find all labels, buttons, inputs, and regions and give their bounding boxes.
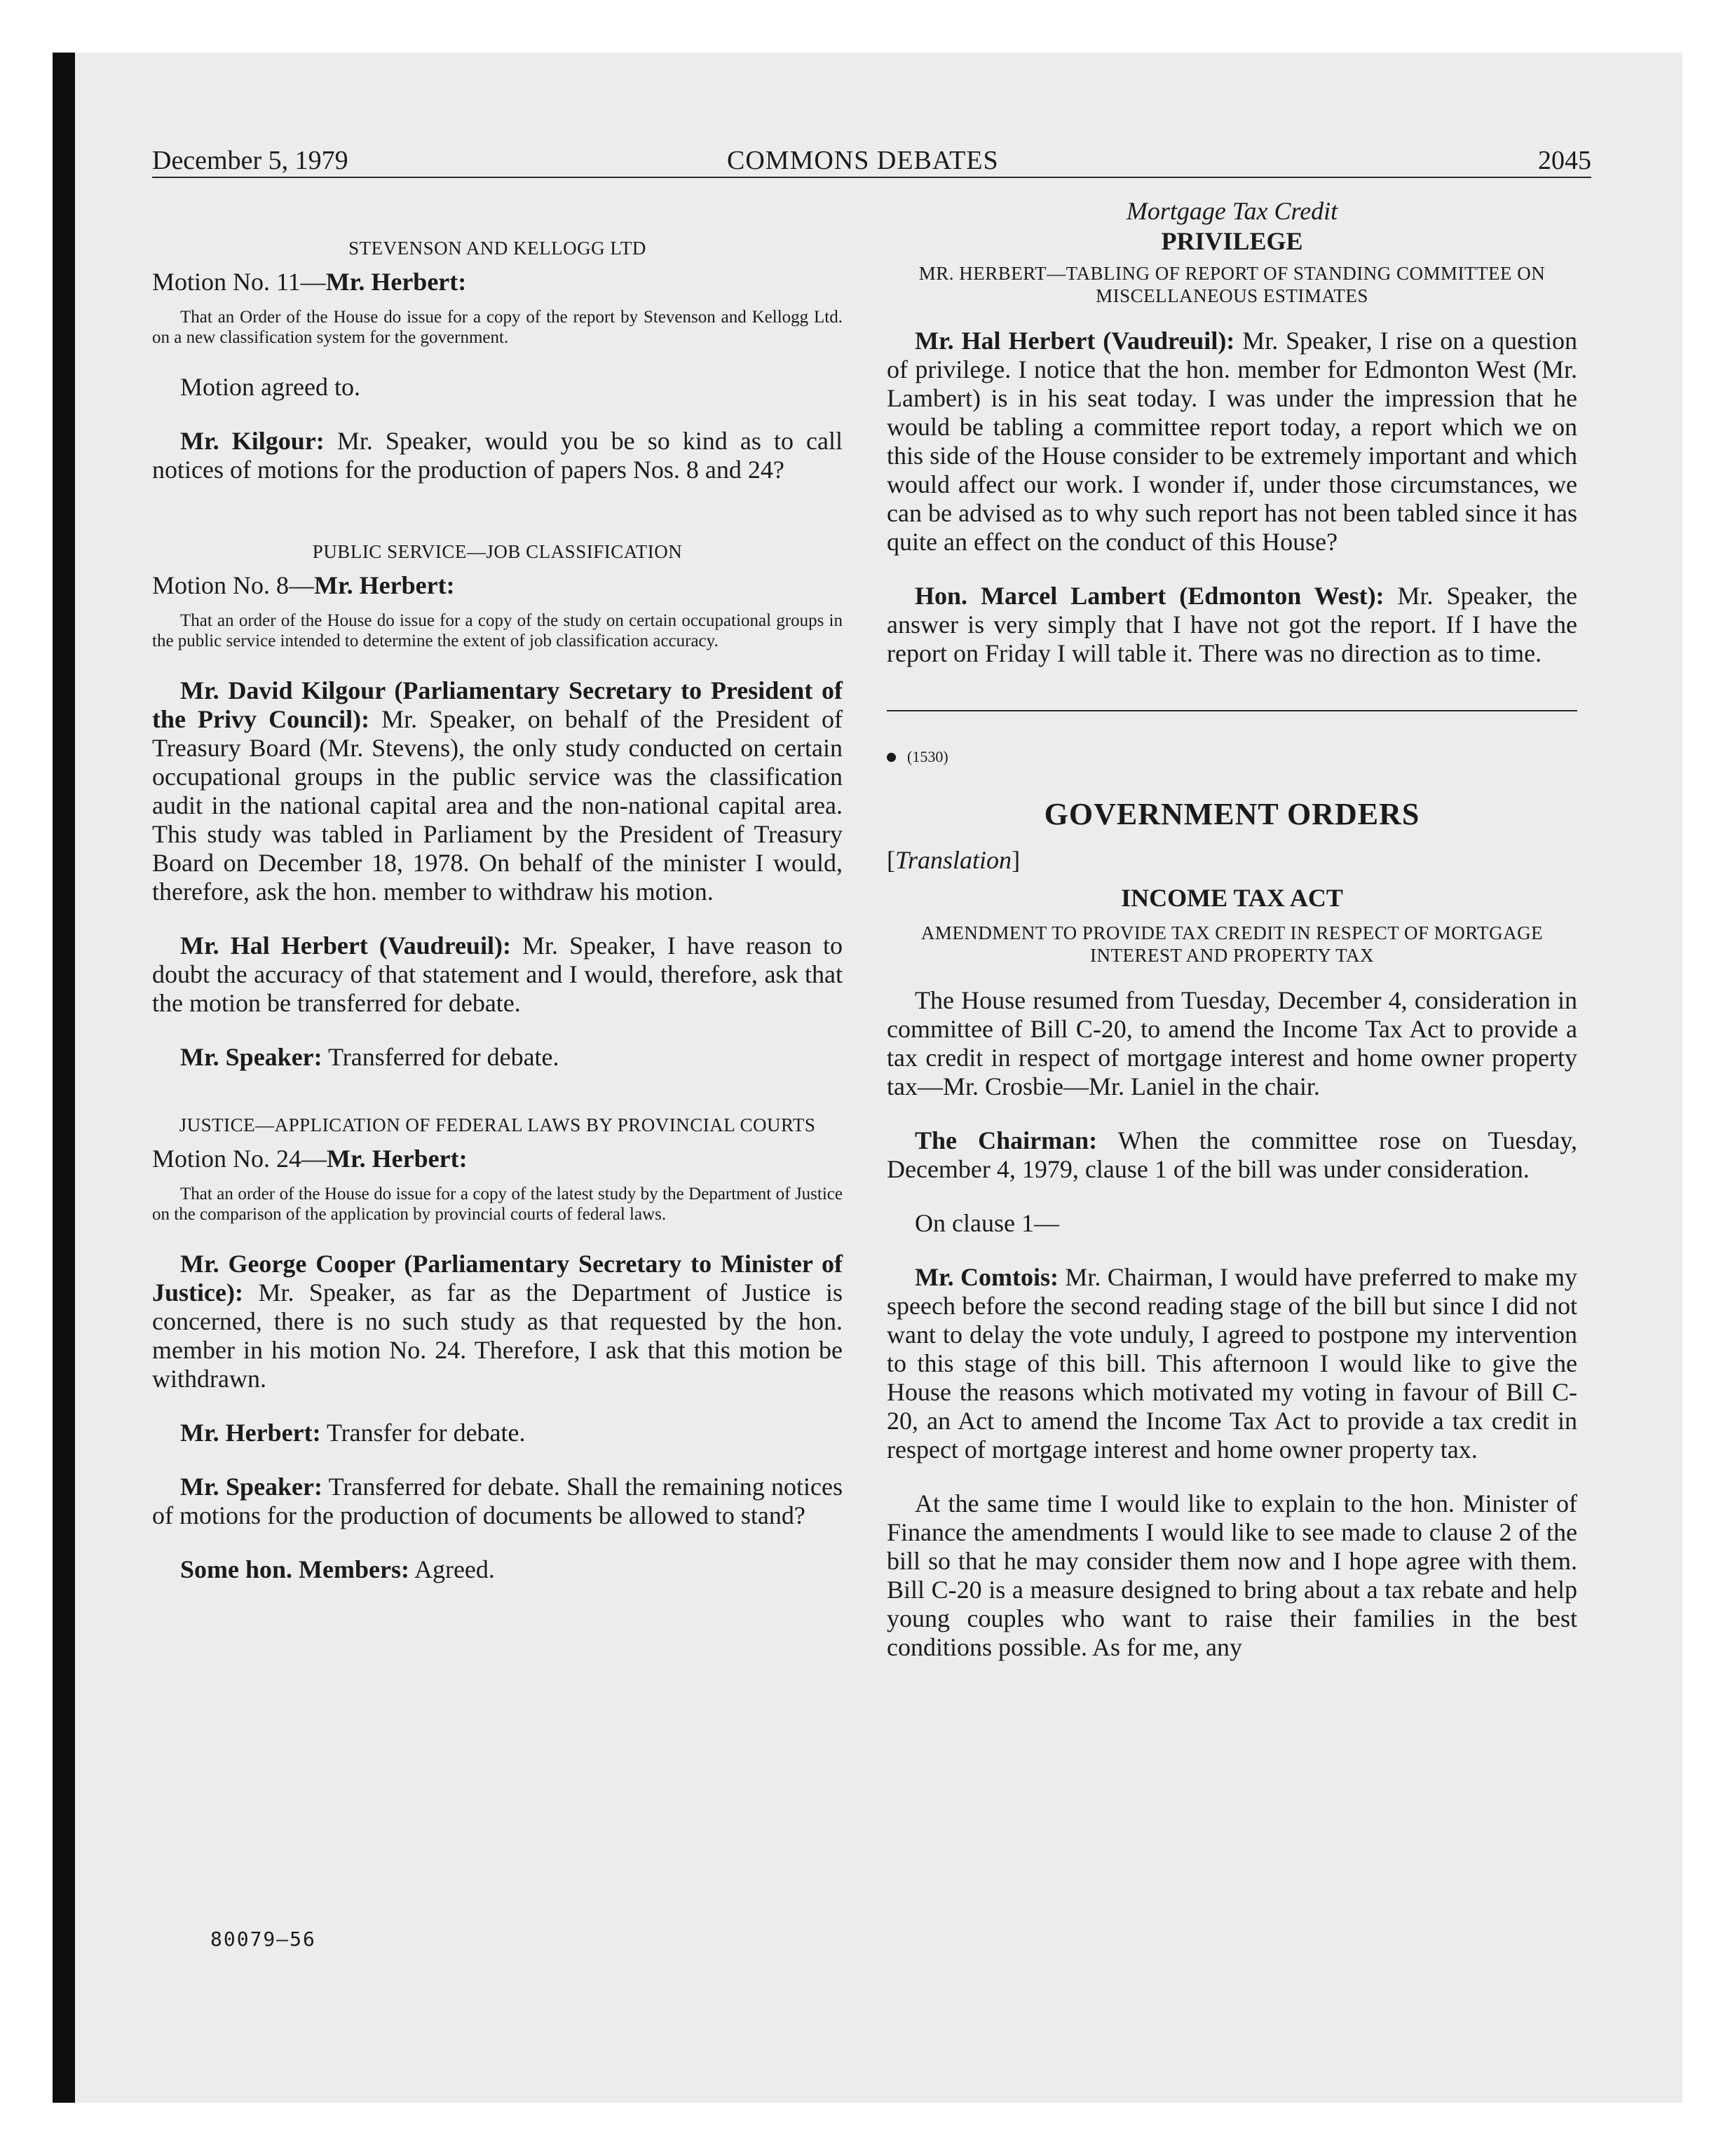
lambert-paragraph (887, 582, 1577, 668)
david-kilgour-paragraph (152, 676, 843, 906)
motion-mover: Mr. Herbert: (327, 1145, 468, 1173)
header-date: December 5, 1979 (152, 146, 348, 175)
speech-text: Mr. Speaker, would you be so kind as to call notices of motions for the production of papers Nos. 8 and 24? (152, 427, 843, 484)
speaker-name: Mr. Herbert: (180, 1419, 321, 1447)
privilege-heading: PRIVILEGE (1161, 227, 1303, 255)
header-rule (152, 177, 1591, 178)
income-tax-subheading: AMENDMENT TO PROVIDE TAX CREDIT IN RESPECT OF MORTGAGE INTEREST AND PROPERTY TAX (920, 922, 1544, 966)
speaker-paragraph-1 (152, 1043, 843, 1072)
kilgour-paragraph (152, 427, 843, 484)
speaker-name: Mr. Comtois: (915, 1263, 1059, 1291)
motion-24-heading (152, 1143, 843, 1174)
speech-text: Mr. Speaker, I rise on a question of privilege. I notice that the hon. member for Edmonton West (Mr. Lambert) is in his seat today. I was under the impression that he would be tabling a committee report today, a report which we on this side of the House consider to be extremely important and which would affect our work. I wonder if, under those circumstances, we can be advised as to why such report has not been tabled since it has quite an effect on the conduct of this House? (887, 327, 1578, 556)
speaker-name: Mr. Kilgour: (180, 427, 325, 455)
members-agreed-paragraph (152, 1555, 843, 1584)
privilege-subheading: MR. HERBERT—TABLING OF REPORT OF STANDING COMMITTEE ON MISCELLANEOUS ESTIMATES (918, 263, 1546, 306)
section-divider (887, 710, 1577, 711)
speaker-name: The Chairman: (915, 1126, 1098, 1154)
section-title-stevenson: STEVENSON AND KELLOGG LTD (348, 238, 646, 259)
mortgage-tax-credit-heading: Mortgage Tax Credit (1126, 197, 1338, 225)
house-resumed-paragraph: The House resumed from Tuesday, December 4, consideration in committee of Bill C-20, to amend the Income Tax Act to provide a tax credit in respect of mortgage interest and home owner property tax—Mr. Crosbie—Mr. Laniel in the chair. (887, 986, 1577, 1100)
chairman-paragraph (887, 1126, 1577, 1184)
bullet-icon (887, 753, 896, 762)
motion-mover: Mr. Herbert: (325, 268, 467, 296)
herbert-transfer-paragraph (152, 1419, 843, 1447)
speaker-name: Mr. Hal Herbert (Vaudreuil): (180, 932, 511, 960)
speech-text: Mr. Speaker, I have reason to doubt the accuracy of that statement and I would, therefore, ask that the motion be transferred for debate. (152, 932, 843, 1017)
speech-text: Agreed. (414, 1555, 495, 1583)
speech-text: Transfer for debate. (326, 1419, 526, 1447)
motion-24-text: That an order of the House do issue for a copy of the latest study by the Department of Justice on the comparison of the application by provincial courts of federal laws. (152, 1185, 843, 1224)
translation-marker: [Translation] (887, 846, 1021, 874)
left-column (152, 196, 843, 1609)
speaker-name: Hon. Marcel Lambert (Edmonton West): (915, 582, 1384, 610)
motion-8-text: That an order of the House do issue for a copy of the study on certain occupational groups in the public service intended to determine the extent of job classification accuracy. (152, 611, 843, 650)
translation-text: Translation (895, 846, 1012, 874)
on-clause-paragraph: On clause 1— (915, 1209, 1059, 1237)
speech-text: Mr. Speaker, as far as the Department of Justice is concerned, there is no such study as that requested by the hon. member in his motion No. 24. Therefore, I ask that this motion be withdrawn. (152, 1278, 843, 1393)
speaker-name: Mr. Speaker: (180, 1473, 322, 1501)
motion-11-heading (152, 266, 843, 297)
speaker-name: Mr. Hal Herbert (Vaudreuil): (915, 327, 1235, 355)
final-paragraph: At the same time I would like to explain to the hon. Minister of Finance the amendments I would like to see made to clause 2 of the bill so that he may consider them now and I hope agree with them. Bill C-20 is a measure designed to bring about a tax rebate and help young couples who want to raise their families in the best conditions possible. As for me, any (887, 1489, 1577, 1661)
speech-text: Mr. Speaker, on behalf of the President of Treasury Board (Mr. Stevens), the only study conducted on certain occupational groups in the public service was the classification audit in the national capital area and the non-national capital area. This study was tabled in Parliament by the President of Treasury Board on December 18, 1978. On behalf of the minister I would, therefore, ask the hon. member to withdraw his motion. (152, 705, 843, 906)
comtois-paragraph (887, 1263, 1577, 1464)
right-column (887, 196, 1577, 1687)
motion-number: Motion No. 24— (152, 1145, 327, 1173)
time-marker-text: (1530) (907, 748, 948, 765)
speech-text: Transferred for debate. Shall the remaining notices of motions for the production of documents be allowed to stand? (152, 1473, 843, 1529)
time-marker (887, 746, 1577, 767)
motion-number: Motion No. 11— (152, 268, 326, 296)
hal-herbert-paragraph (152, 932, 843, 1018)
speaker-name: Some hon. Members: (180, 1555, 409, 1583)
speaker-name: Mr. George Cooper (Parliamentary Secretary to Minister of Justice): (152, 1250, 843, 1306)
speech-text: When the committee rose on Tuesday, December 4, 1979, clause 1 of the bill was under consideration. (887, 1126, 1578, 1183)
income-tax-act-heading: INCOME TAX ACT (1121, 884, 1343, 912)
government-orders-heading: GOVERNMENT ORDERS (1044, 797, 1420, 831)
section-title-justice: JUSTICE—APPLICATION OF FEDERAL LAWS BY PROVINCIAL COURTS (179, 1114, 816, 1135)
motion-agreed: Motion agreed to. (180, 373, 360, 401)
motion-8-heading (152, 570, 843, 601)
header-title: COMMONS DEBATES (727, 146, 999, 175)
george-cooper-paragraph (152, 1250, 843, 1393)
speech-text: Mr. Chairman, I would have preferred to make my speech before the second reading stage of the bill but since I did not want to delay the vote unduly, I agreed to postpone my intervention to this stage of this bill. This afternoon I would like to give the House the reasons which motivated my voting in favour of Bill C-20, an Act to amend the Income Tax Act to provide a tax credit in respect of mortgage interest and home owner property tax. (887, 1263, 1577, 1464)
speaker-name: Mr. Speaker: (180, 1043, 322, 1071)
speech-text: Mr. Speaker, the answer is very simply that I have not got the report. If I have the report on Friday I will table it. There was no direction as to time. (887, 582, 1577, 667)
section-title-public-service: PUBLIC SERVICE—JOB CLASSIFICATION (312, 541, 683, 562)
scan-edge (53, 53, 75, 2103)
speech-text: Transferred for debate. (328, 1043, 559, 1071)
herbert-privilege-paragraph (887, 327, 1577, 557)
motion-mover: Mr. Herbert: (314, 571, 455, 599)
footer-code: 80079—56 (210, 1928, 316, 1951)
motion-11-text: That an Order of the House do issue for a copy of the report by Stevenson and Kellogg Ltd. on a new classification system for the government. (152, 308, 843, 347)
header-page-number: 2045 (1538, 146, 1591, 175)
speaker-paragraph-2 (152, 1473, 843, 1530)
motion-number: Motion No. 8— (152, 571, 315, 599)
speaker-name: Mr. David Kilgour (Parliamentary Secretary to President of the Privy Council): (152, 676, 843, 733)
